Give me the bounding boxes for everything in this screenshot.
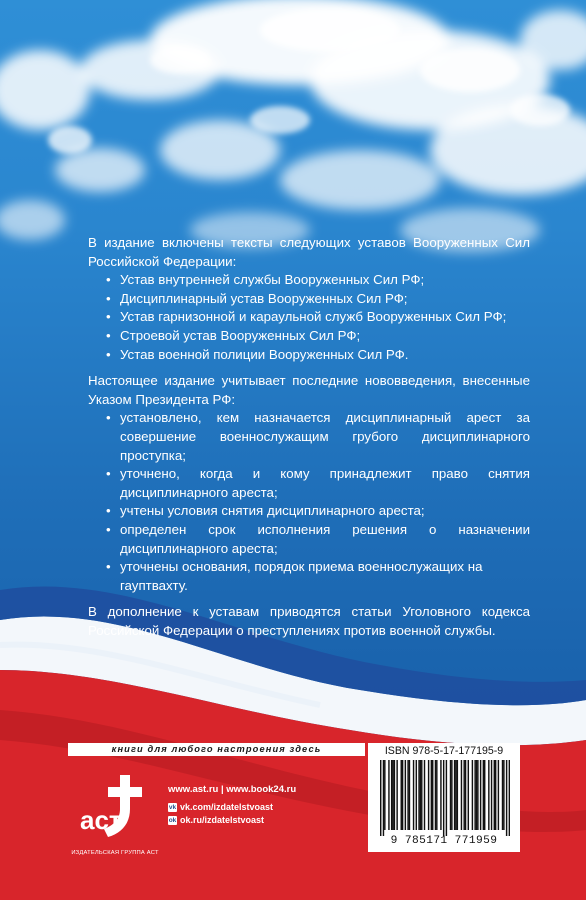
barcode-bar bbox=[392, 760, 393, 830]
ast-logo-text: аст bbox=[80, 805, 122, 835]
barcode-bar bbox=[443, 760, 444, 836]
barcode-bar bbox=[457, 760, 458, 830]
list-item: • Устав гарнизонной и караульной служб Вооруженных Сил РФ; bbox=[106, 308, 530, 327]
barcode-bar bbox=[440, 760, 441, 830]
barcode-bar bbox=[509, 760, 510, 836]
barcode-bar bbox=[495, 760, 496, 830]
barcode-bar bbox=[463, 760, 464, 830]
updates-list bbox=[88, 409, 530, 595]
barcode-bar bbox=[380, 760, 381, 836]
barcode-bar bbox=[503, 760, 504, 830]
list-item: • уточнены основания, порядок приема военнослужащих на гауптвахту. bbox=[106, 558, 530, 595]
closing-paragraph: В дополнение к уставам приводятся статьи Уголовного кодекса Российской Федерации о преступлениях против военной службы. bbox=[88, 604, 530, 638]
barcode-bar bbox=[474, 760, 475, 830]
barcode-panel bbox=[368, 743, 520, 852]
barcode-bar bbox=[498, 760, 499, 830]
publisher-caption: ИЗДАТЕЛЬСКАЯ ГРУППА АСТ bbox=[71, 850, 159, 856]
barcode-bar bbox=[450, 760, 451, 830]
vk-icon: vk bbox=[168, 803, 177, 811]
barcode-bar bbox=[432, 760, 433, 830]
barcode-bar bbox=[424, 760, 425, 830]
updates-intro-paragraph: Настоящее издание учитывает последние нововведения, внесенные Указом Президента РФ: bbox=[88, 373, 530, 407]
barcode-bar bbox=[391, 760, 392, 830]
slogan-banner: книги для любого настроения здесь bbox=[68, 743, 365, 756]
barcode-bar bbox=[468, 760, 469, 830]
barcode-bar bbox=[409, 760, 410, 830]
barcode-bar bbox=[428, 760, 429, 830]
barcode-bar bbox=[402, 760, 403, 830]
barcode-bar bbox=[494, 760, 495, 830]
list-item: • уточнено, когда и кому принадлежит право снятия дисциплинарного ареста; bbox=[106, 465, 530, 502]
barcode-bar bbox=[506, 760, 507, 836]
charters-list bbox=[88, 271, 530, 364]
barcode-bar bbox=[465, 760, 466, 830]
barcode-digits: 9 785171 771959 bbox=[390, 835, 498, 847]
barcode-bar bbox=[436, 760, 437, 830]
website-links[interactable]: www.ast.ru | www.book24.ru bbox=[168, 784, 297, 795]
social-link-text: ok.ru/izdatelstvoast bbox=[180, 815, 265, 825]
annotation-text bbox=[88, 234, 530, 640]
barcode-bar bbox=[401, 760, 402, 830]
list-item: • Устав внутренней службы Вооруженных Сил РФ; bbox=[106, 271, 530, 290]
barcode-bar bbox=[384, 760, 385, 830]
barcode-bar bbox=[483, 760, 484, 830]
list-item: • Строевой устав Вооруженных Сил РФ; bbox=[106, 327, 530, 346]
barcode-bar bbox=[472, 760, 473, 830]
isbn-number: ISBN 978-5-17-177195-9 bbox=[384, 745, 504, 757]
barcode-bar bbox=[413, 760, 414, 830]
list-item: • установлено, кем назначается дисциплинарный арест за совершение военнослужащим грубого дисциплинарного проступка; bbox=[106, 409, 530, 465]
barcode-bar bbox=[383, 760, 384, 836]
barcode-bar bbox=[407, 760, 408, 830]
social-link-text: vk.com/izdatelstvoast bbox=[180, 802, 274, 812]
barcode-bar bbox=[394, 760, 395, 830]
barcode-bar bbox=[421, 760, 422, 830]
barcode-bar bbox=[488, 760, 489, 830]
odnoklassniki-icon: ok bbox=[168, 816, 177, 824]
barcode-bar bbox=[455, 760, 456, 830]
barcode-bar bbox=[418, 760, 419, 830]
barcode-bar bbox=[420, 760, 421, 830]
barcode-bar bbox=[451, 760, 452, 830]
list-item: • учтены условия снятия дисциплинарного ареста; bbox=[106, 502, 530, 521]
barcode-bar bbox=[416, 760, 417, 830]
barcode-bar bbox=[491, 760, 492, 830]
social-link-vk[interactable] bbox=[168, 802, 273, 812]
barcode-bar bbox=[446, 760, 447, 836]
barcode-bar bbox=[405, 760, 406, 830]
barcode-bar bbox=[476, 760, 477, 830]
barcode-bar bbox=[435, 760, 436, 830]
list-item: • определен срок исполнения решения о назначении дисциплинарного ареста; bbox=[106, 521, 530, 558]
barcode-bars bbox=[380, 760, 510, 836]
ast-logo bbox=[74, 771, 152, 841]
list-item: • Дисциплинарный устав Вооруженных Сил РФ; bbox=[106, 290, 530, 309]
intro-paragraph: В издание включены тексты следующих уставов Вооруженных Сил Российской Федерации: bbox=[88, 235, 530, 269]
social-link-ok[interactable] bbox=[168, 815, 264, 825]
barcode-bar bbox=[396, 760, 397, 830]
barcode-bar bbox=[480, 760, 481, 830]
list-item: • Устав военной полиции Вооруженных Сил РФ. bbox=[106, 346, 530, 365]
barcode-bar bbox=[388, 760, 389, 830]
barcode-bar bbox=[461, 760, 462, 830]
barcode-bar bbox=[484, 760, 485, 830]
barcode-bar bbox=[477, 760, 478, 830]
barcode-bar bbox=[431, 760, 432, 830]
barcode-bar bbox=[454, 760, 455, 830]
barcode-bar bbox=[502, 760, 503, 830]
